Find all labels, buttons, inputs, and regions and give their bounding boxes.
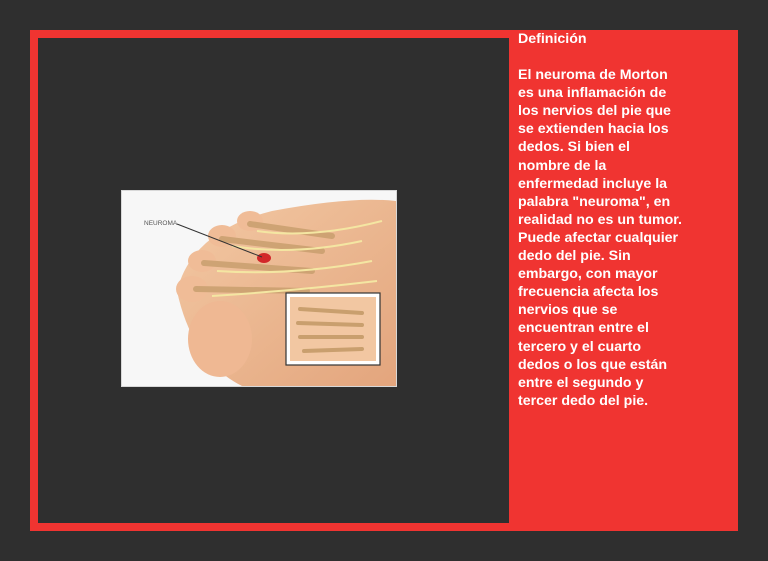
image-panel (38, 38, 509, 523)
definition-paragraph: El neuroma de Morton es una inflamación de los nervios del pie que se extienden hacia los dedos. Si bien el nombre de la enfermedad incluye la palabra "neuroma", en realidad no es un tumor. Puede afectar cualquier dedo del pie. Sin embargo, con mayor frecuencia afecta los nervios que se encuentran entre el tercero y el cuarto dedos o los que están entre el segundo y tercer dedo del pie. (518, 67, 682, 409)
neuroma-label: NEUROMA (144, 220, 178, 227)
foot-anatomy-drawing (122, 191, 396, 386)
foot-neuroma-illustration (121, 190, 397, 387)
definition-text-panel (518, 30, 683, 410)
section-title: Definición (518, 31, 587, 47)
